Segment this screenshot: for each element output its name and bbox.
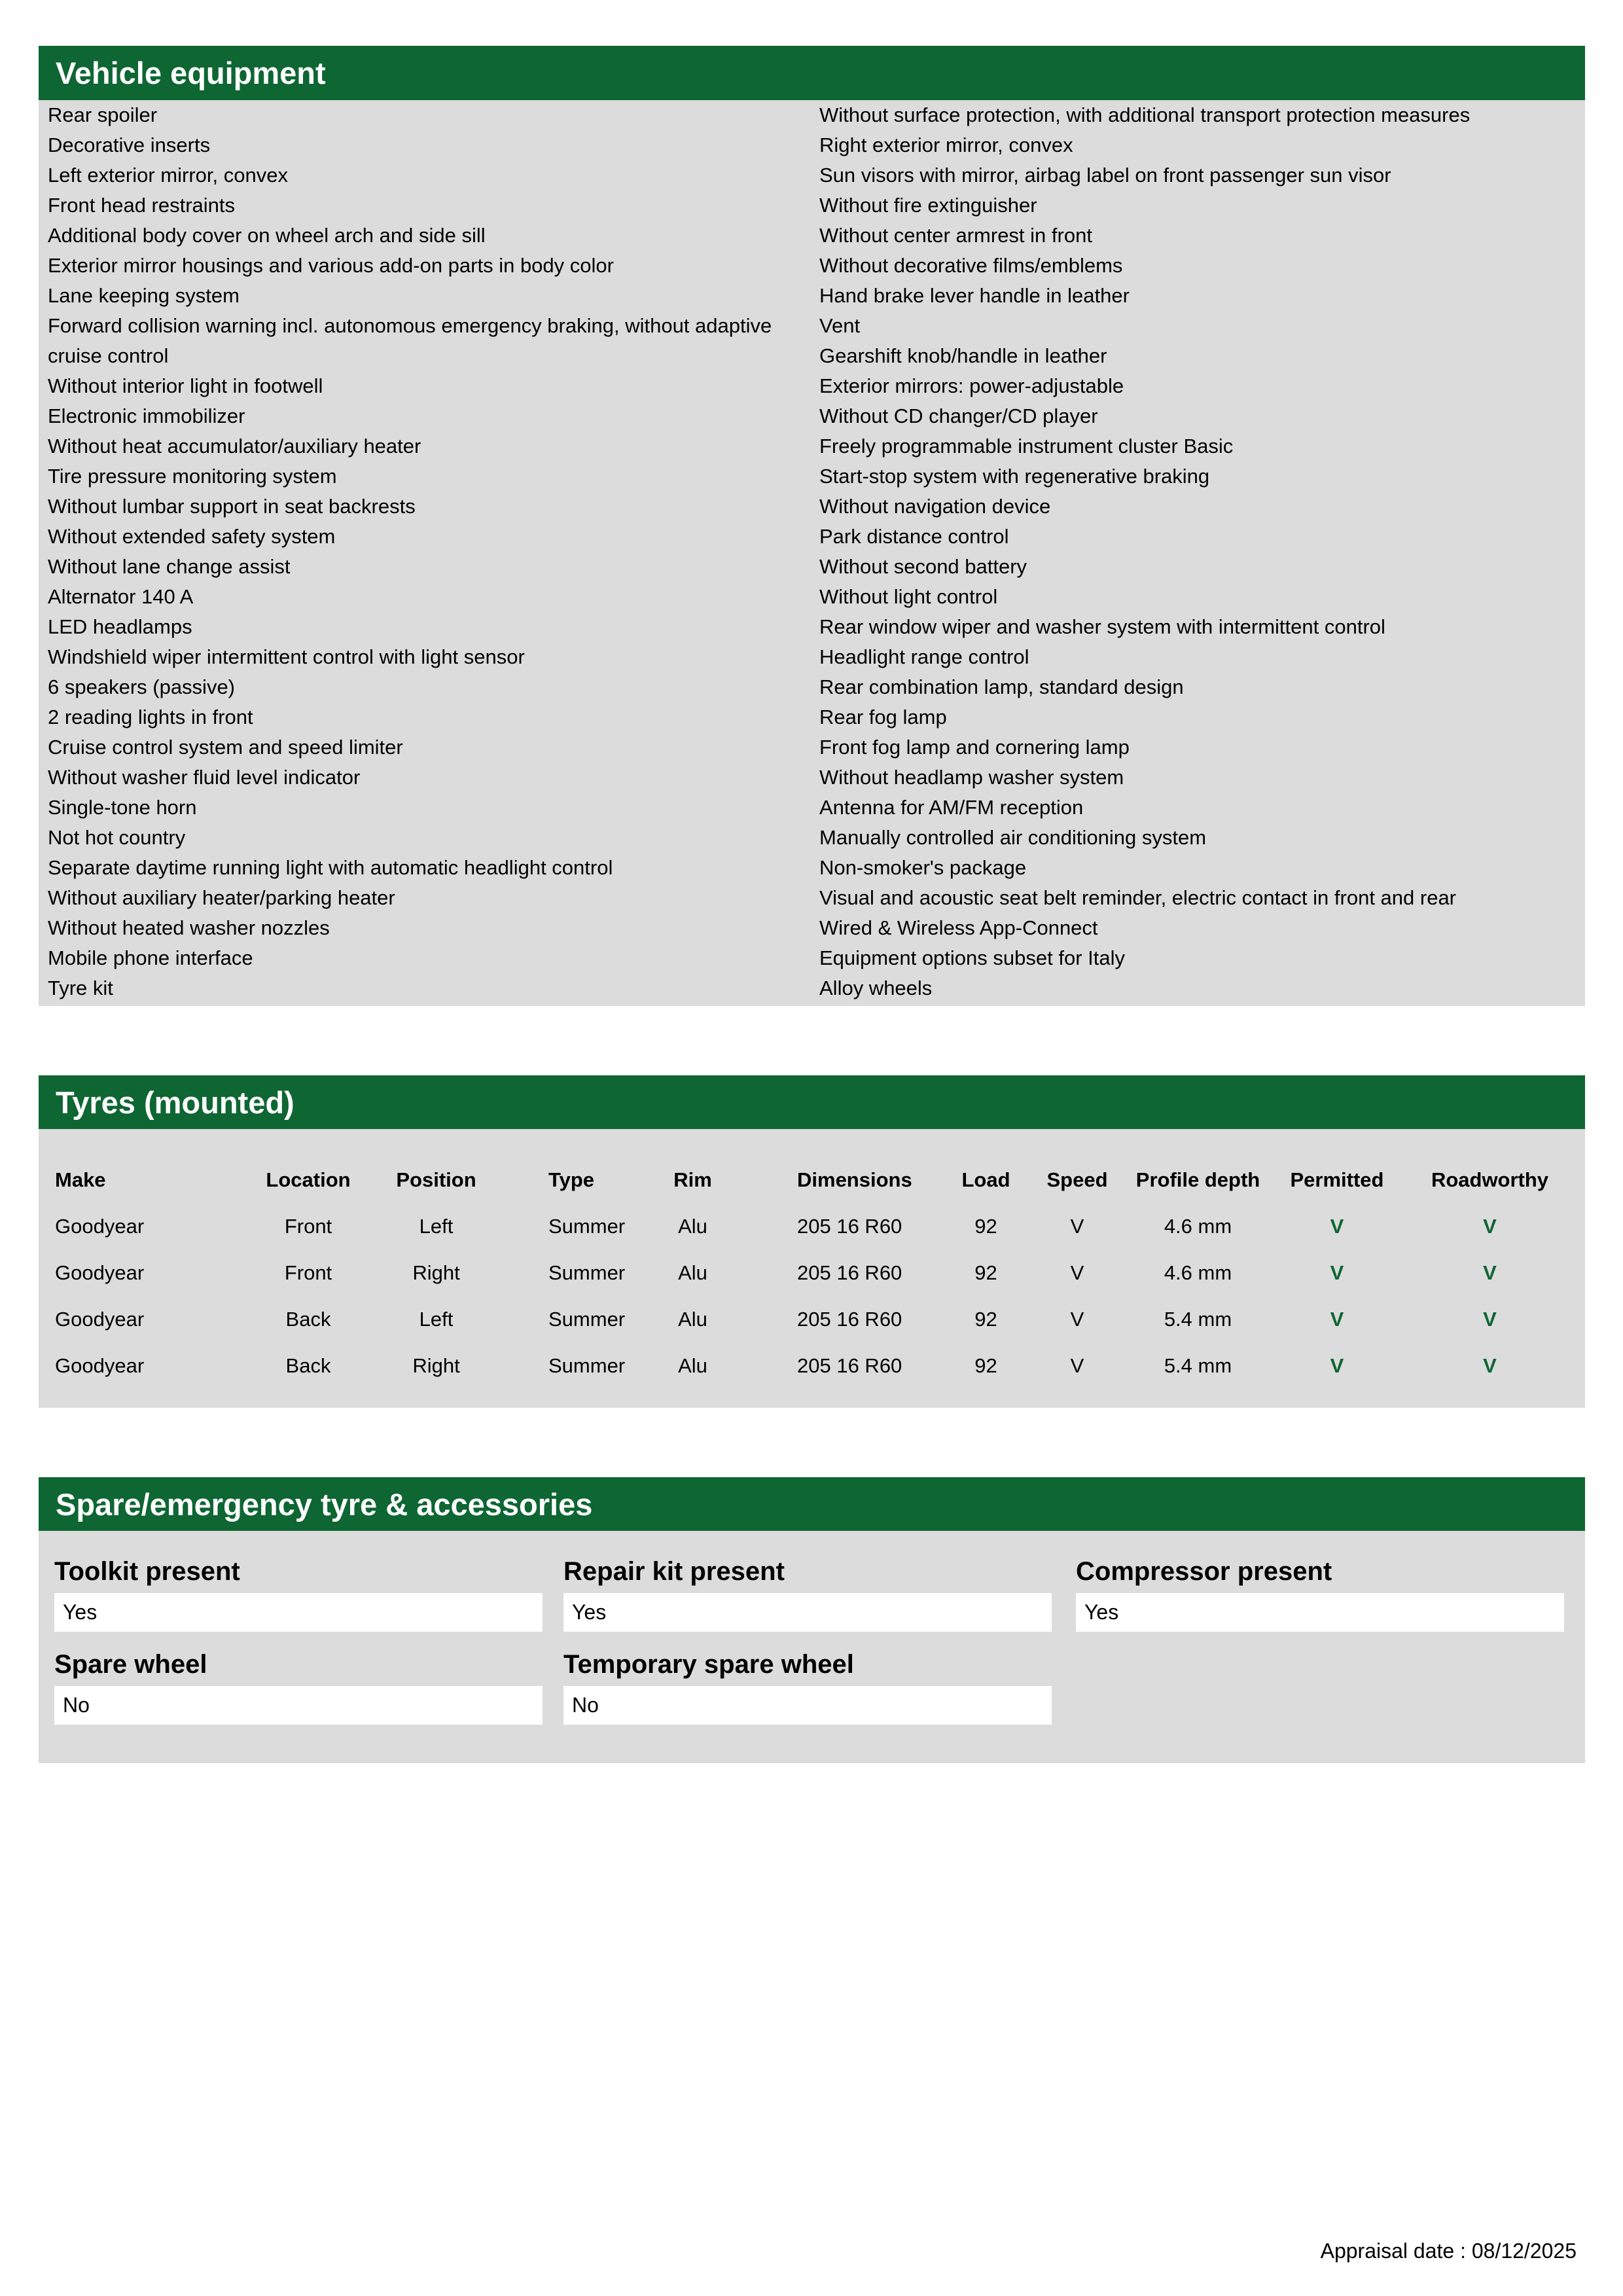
equipment-item: Alternator 140 A bbox=[48, 585, 194, 608]
tyre-row bbox=[39, 1258, 1585, 1288]
cell-location: Front bbox=[284, 1261, 332, 1284]
equipment-item: LED headlamps bbox=[48, 615, 192, 638]
cell-location: Front bbox=[284, 1215, 332, 1238]
cell-rim: Alu bbox=[678, 1308, 707, 1331]
equipment-item: Start-stop system with regenerative braking bbox=[819, 465, 1210, 488]
equipment-item: Without lumbar support in seat backrests bbox=[48, 495, 416, 518]
column-header-load: Load bbox=[961, 1168, 1010, 1191]
column-header-position: Position bbox=[396, 1168, 476, 1191]
field-value: No bbox=[572, 1693, 599, 1717]
check-mark-permitted: V bbox=[1330, 1261, 1344, 1284]
vehicle-equipment-title: Vehicle equipment bbox=[56, 56, 326, 90]
equipment-item: Headlight range control bbox=[819, 645, 1029, 668]
tyre-row bbox=[39, 1304, 1585, 1335]
equipment-item: Freely programmable instrument cluster Basic bbox=[819, 435, 1234, 457]
equipment-item: Without decorative films/emblems bbox=[819, 254, 1123, 277]
cell-load: 92 bbox=[974, 1261, 997, 1284]
tyres-table bbox=[39, 1129, 1585, 1408]
field-value: No bbox=[63, 1693, 90, 1717]
cell-profile: 4.6 mm bbox=[1164, 1261, 1232, 1284]
column-header-roadworthy: Roadworthy bbox=[1431, 1168, 1549, 1191]
cell-type: Summer bbox=[548, 1354, 626, 1377]
equipment-column-right bbox=[819, 100, 1578, 1003]
equipment-item: Tire pressure monitoring system bbox=[48, 465, 337, 488]
equipment-item: Without navigation device bbox=[819, 495, 1051, 518]
equipment-item: Park distance control bbox=[819, 525, 1009, 548]
field-value-box bbox=[54, 1686, 543, 1725]
equipment-item: Sun visors with mirror, airbag label on front passenger sun visor bbox=[819, 164, 1391, 187]
equipment-item: Exterior mirrors: power-adjustable bbox=[819, 374, 1124, 397]
check-mark-roadworthy: V bbox=[1483, 1261, 1497, 1284]
equipment-item: Windshield wiper intermittent control with light sensor bbox=[48, 645, 525, 668]
check-mark-roadworthy: V bbox=[1483, 1354, 1497, 1377]
equipment-item: Mobile phone interface bbox=[48, 946, 253, 969]
cell-rim: Alu bbox=[678, 1354, 707, 1377]
spare-header bbox=[39, 1477, 1585, 1531]
cell-type: Summer bbox=[548, 1261, 626, 1284]
cell-position: Right bbox=[412, 1354, 460, 1377]
column-header-speed: Speed bbox=[1046, 1168, 1108, 1191]
vehicle-equipment-header bbox=[39, 46, 1585, 100]
cell-speed: V bbox=[1070, 1215, 1084, 1238]
vehicle-equipment-list bbox=[39, 100, 1585, 1006]
cell-make: Goodyear bbox=[55, 1261, 145, 1284]
equipment-item: Without auxiliary heater/parking heater bbox=[48, 886, 395, 909]
column-header-dimensions: Dimensions bbox=[797, 1168, 912, 1191]
equipment-item: Separate daytime running light with automatic headlight control bbox=[48, 856, 613, 879]
column-header-profile-depth: Profile depth bbox=[1135, 1168, 1260, 1191]
cell-dimensions: 205 16 R60 bbox=[797, 1261, 902, 1284]
equipment-item: 6 speakers (passive) bbox=[48, 675, 236, 698]
cell-make: Goodyear bbox=[55, 1215, 145, 1238]
cell-speed: V bbox=[1070, 1308, 1084, 1331]
field-label: Temporary spare wheel bbox=[563, 1650, 854, 1679]
tyre-row bbox=[39, 1351, 1585, 1381]
tyres-header bbox=[39, 1075, 1585, 1129]
equipment-item: Without fire extinguisher bbox=[819, 194, 1037, 217]
field-value-box bbox=[563, 1593, 1052, 1632]
cell-profile: 4.6 mm bbox=[1164, 1215, 1232, 1238]
equipment-item: Without CD changer/CD player bbox=[819, 404, 1098, 427]
equipment-item: Without center armrest in front bbox=[819, 224, 1092, 247]
check-mark-permitted: V bbox=[1330, 1308, 1344, 1331]
spare-accessories-panel bbox=[39, 1531, 1585, 1763]
equipment-item: Gearshift knob/handle in leather bbox=[819, 344, 1107, 367]
equipment-item: Manually controlled air conditioning system bbox=[819, 826, 1207, 849]
column-header-type: Type bbox=[548, 1168, 595, 1191]
field-value: Yes bbox=[572, 1600, 607, 1624]
tyres-title: Tyres (mounted) bbox=[56, 1085, 294, 1120]
field-label: Repair kit present bbox=[563, 1557, 785, 1586]
field-value: Yes bbox=[63, 1600, 98, 1624]
equipment-item: Not hot country bbox=[48, 826, 186, 849]
equipment-item: Decorative inserts bbox=[48, 134, 211, 156]
column-header-make: Make bbox=[55, 1168, 106, 1191]
cell-location: Back bbox=[285, 1354, 331, 1377]
equipment-item: Without heat accumulator/auxiliary heater bbox=[48, 435, 421, 457]
equipment-item: Forward collision warning incl. autonomous emergency braking, without adaptive cruise control bbox=[48, 314, 772, 367]
cell-dimensions: 205 16 R60 bbox=[797, 1308, 902, 1331]
equipment-item: Non-smoker's package bbox=[819, 856, 1027, 879]
equipment-item: Right exterior mirror, convex bbox=[819, 134, 1073, 156]
cell-rim: Alu bbox=[678, 1215, 707, 1238]
check-mark-roadworthy: V bbox=[1483, 1308, 1497, 1331]
equipment-item: Visual and acoustic seat belt reminder, electric contact in front and rear bbox=[819, 886, 1457, 909]
equipment-item: Vent bbox=[819, 314, 861, 337]
equipment-item: Without second battery bbox=[819, 555, 1027, 578]
cell-load: 92 bbox=[974, 1215, 997, 1238]
equipment-item: Left exterior mirror, convex bbox=[48, 164, 288, 187]
equipment-item: Antenna for AM/FM reception bbox=[819, 796, 1084, 819]
equipment-item: Without light control bbox=[819, 585, 998, 608]
tyres-header-row bbox=[39, 1165, 1585, 1195]
field-label: Spare wheel bbox=[54, 1650, 207, 1679]
field-value-box bbox=[563, 1686, 1052, 1725]
equipment-item: Rear window wiper and washer system with intermittent control bbox=[819, 615, 1385, 638]
equipment-item: Tyre kit bbox=[48, 977, 113, 999]
field-value-box bbox=[54, 1593, 543, 1632]
equipment-item: Rear spoiler bbox=[48, 103, 158, 126]
equipment-item: Lane keeping system bbox=[48, 284, 240, 307]
field-label: Toolkit present bbox=[54, 1557, 240, 1586]
equipment-item: Without headlamp washer system bbox=[819, 766, 1124, 789]
cell-position: Left bbox=[419, 1308, 454, 1331]
column-header-location: Location bbox=[266, 1168, 351, 1191]
cell-location: Back bbox=[285, 1308, 331, 1331]
cell-position: Left bbox=[419, 1215, 454, 1238]
check-mark-permitted: V bbox=[1330, 1215, 1344, 1238]
check-mark-roadworthy: V bbox=[1483, 1215, 1497, 1238]
cell-position: Right bbox=[412, 1261, 460, 1284]
equipment-item: Without extended safety system bbox=[48, 525, 336, 548]
cell-rim: Alu bbox=[678, 1261, 707, 1284]
cell-dimensions: 205 16 R60 bbox=[797, 1215, 902, 1238]
check-mark-permitted: V bbox=[1330, 1354, 1344, 1377]
equipment-item: Rear combination lamp, standard design bbox=[819, 675, 1184, 698]
cell-speed: V bbox=[1070, 1354, 1084, 1377]
equipment-item: Hand brake lever handle in leather bbox=[819, 284, 1130, 307]
appraisal-date: Appraisal date : 08/12/2025 bbox=[1320, 2239, 1577, 2263]
equipment-item: Exterior mirror housings and various add-on parts in body color bbox=[48, 254, 614, 277]
equipment-item: Rear fog lamp bbox=[819, 706, 947, 728]
cell-speed: V bbox=[1070, 1261, 1084, 1284]
equipment-item: 2 reading lights in front bbox=[48, 706, 253, 728]
column-header-rim: Rim bbox=[673, 1168, 712, 1191]
equipment-item: Equipment options subset for Italy bbox=[819, 946, 1125, 969]
field-value: Yes bbox=[1084, 1600, 1119, 1624]
cell-load: 92 bbox=[974, 1308, 997, 1331]
cell-type: Summer bbox=[548, 1215, 626, 1238]
equipment-column-left bbox=[48, 100, 774, 1003]
equipment-item: Front head restraints bbox=[48, 194, 236, 217]
equipment-item: Alloy wheels bbox=[819, 977, 933, 999]
cell-profile: 5.4 mm bbox=[1164, 1354, 1232, 1377]
cell-dimensions: 205 16 R60 bbox=[797, 1354, 902, 1377]
field-value-box bbox=[1076, 1593, 1564, 1632]
equipment-item: Without washer fluid level indicator bbox=[48, 766, 361, 789]
equipment-item: Without surface protection, with additional transport protection measures bbox=[819, 103, 1471, 126]
equipment-item: Without heated washer nozzles bbox=[48, 916, 330, 939]
cell-load: 92 bbox=[974, 1354, 997, 1377]
spare-title: Spare/emergency tyre & accessories bbox=[56, 1487, 593, 1522]
cell-make: Goodyear bbox=[55, 1308, 145, 1331]
equipment-item: Front fog lamp and cornering lamp bbox=[819, 736, 1130, 759]
equipment-item: Cruise control system and speed limiter bbox=[48, 736, 403, 759]
tyre-row bbox=[39, 1211, 1585, 1242]
equipment-item: Wired & Wireless App-Connect bbox=[819, 916, 1098, 939]
equipment-item: Single-tone horn bbox=[48, 796, 197, 819]
equipment-item: Without lane change assist bbox=[48, 555, 291, 578]
cell-profile: 5.4 mm bbox=[1164, 1308, 1232, 1331]
cell-make: Goodyear bbox=[55, 1354, 145, 1377]
field-label: Compressor present bbox=[1076, 1557, 1332, 1586]
equipment-item: Without interior light in footwell bbox=[48, 374, 323, 397]
column-header-permitted: Permitted bbox=[1290, 1168, 1384, 1191]
equipment-item: Additional body cover on wheel arch and side sill bbox=[48, 224, 486, 247]
equipment-item: Electronic immobilizer bbox=[48, 404, 245, 427]
cell-type: Summer bbox=[548, 1308, 626, 1331]
